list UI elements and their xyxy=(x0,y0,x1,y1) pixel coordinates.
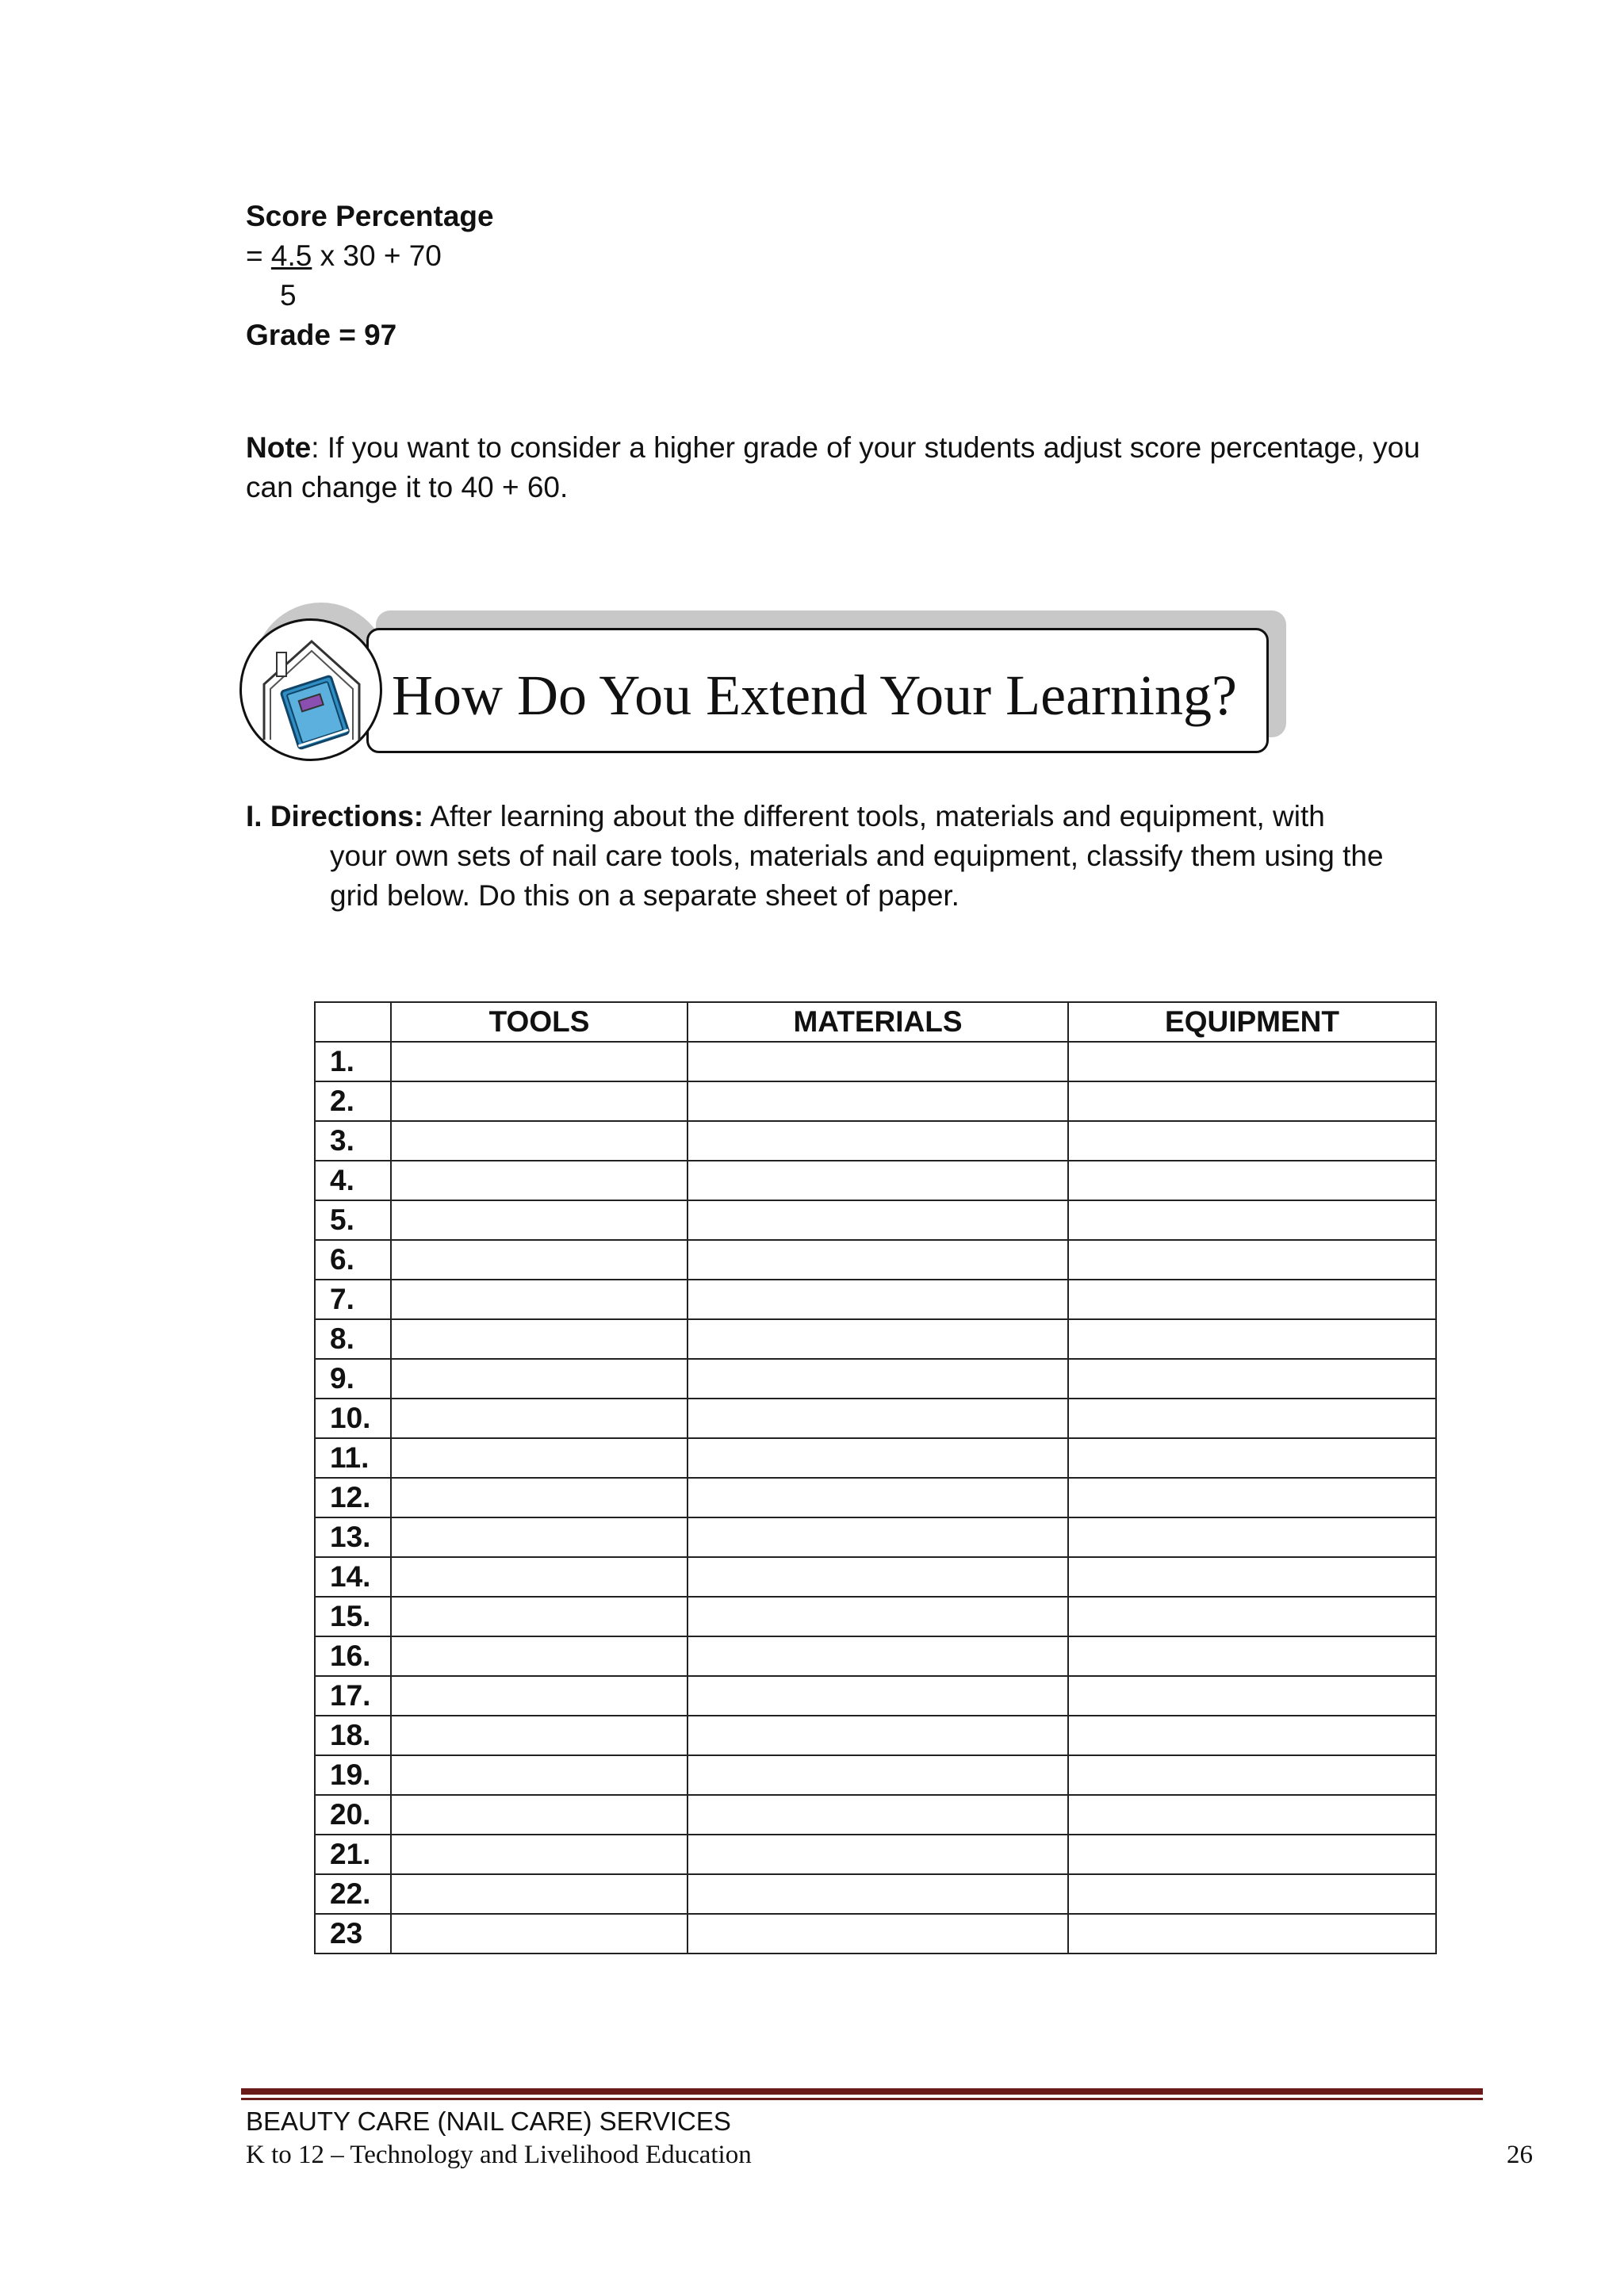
grid-row-number: 22. xyxy=(315,1874,391,1914)
grid-cell-tools xyxy=(391,1835,688,1874)
grid-cell-materials xyxy=(688,1636,1068,1676)
formula-prefix: = xyxy=(246,239,271,272)
grid-cell-equipment xyxy=(1068,1874,1436,1914)
grid-cell-materials xyxy=(688,1280,1068,1319)
grid-cell-materials xyxy=(688,1240,1068,1280)
page-number: 26 xyxy=(1507,2141,1533,2169)
directions-rest: your own sets of nail care tools, materials and equipment, classify them using the grid below. Do this on a separate sheet of paper. xyxy=(330,840,1384,912)
grid-cell-materials xyxy=(688,1081,1068,1121)
grid-cell-materials xyxy=(688,1557,1068,1597)
grid-cell-equipment xyxy=(1068,1478,1436,1517)
grid-cell-equipment xyxy=(1068,1121,1436,1161)
grid-cell-materials xyxy=(688,1200,1068,1240)
grid-row xyxy=(315,1438,1436,1478)
grid-cell-equipment xyxy=(1068,1399,1436,1438)
grid-cell-tools xyxy=(391,1716,688,1755)
grid-cell-equipment xyxy=(1068,1081,1436,1121)
grid-cell-tools xyxy=(391,1359,688,1399)
grid-cell-equipment xyxy=(1068,1755,1436,1795)
directions-label: I. Directions: xyxy=(246,800,424,832)
grid-row-number: 16. xyxy=(315,1636,391,1676)
note-label: Note xyxy=(246,431,312,464)
grid-row xyxy=(315,1636,1436,1676)
grid-cell-equipment xyxy=(1068,1280,1436,1319)
grid-row xyxy=(315,1042,1436,1081)
grid-cell-materials xyxy=(688,1517,1068,1557)
grid-cell-tools xyxy=(391,1478,688,1517)
grid-row-number: 7. xyxy=(315,1280,391,1319)
grid-cell-equipment xyxy=(1068,1636,1436,1676)
grid-cell-tools xyxy=(391,1280,688,1319)
grid-cell-tools xyxy=(391,1874,688,1914)
grid-row-number: 23 xyxy=(315,1914,391,1954)
grid-cell-materials xyxy=(688,1478,1068,1517)
grid-cell-tools xyxy=(391,1597,688,1636)
grid-header-equipment: EQUIPMENT xyxy=(1068,1002,1436,1042)
grid-row-number: 3. xyxy=(315,1121,391,1161)
grid-row xyxy=(315,1597,1436,1636)
score-block xyxy=(246,197,494,355)
grid-cell-materials xyxy=(688,1438,1068,1478)
grid-cell-tools xyxy=(391,1795,688,1835)
grid-cell-materials xyxy=(688,1597,1068,1636)
grid-row-number: 11. xyxy=(315,1438,391,1478)
grid-cell-materials xyxy=(688,1676,1068,1716)
score-heading: Score Percentage xyxy=(246,200,494,232)
house-book-icon xyxy=(239,618,382,761)
note-text: : If you want to consider a higher grade of your students adjust score percentage, you can change it to 40 + 60. xyxy=(246,431,1420,503)
grid-row-number: 17. xyxy=(315,1676,391,1716)
grid-row xyxy=(315,1835,1436,1874)
house-book-icon-graphic xyxy=(242,621,380,759)
grid-cell-tools xyxy=(391,1438,688,1478)
grid-cell-equipment xyxy=(1068,1676,1436,1716)
grid-cell-tools xyxy=(391,1914,688,1954)
grid-row xyxy=(315,1081,1436,1121)
grid-row xyxy=(315,1280,1436,1319)
footer-subtitle: K to 12 – Technology and Livelihood Education xyxy=(246,2141,752,2169)
grid-cell-tools xyxy=(391,1319,688,1359)
grid-cell-tools xyxy=(391,1676,688,1716)
grid-cell-materials xyxy=(688,1399,1068,1438)
grid-cell-equipment xyxy=(1068,1161,1436,1200)
footer-title: BEAUTY CARE (NAIL CARE) SERVICES xyxy=(246,2107,731,2136)
classification-grid xyxy=(314,1001,1437,1954)
grid-row-number: 18. xyxy=(315,1716,391,1755)
footer-rule-thick xyxy=(241,2088,1483,2095)
formula-numerator: 4.5 xyxy=(270,239,312,272)
grid-header-row xyxy=(315,1002,1436,1042)
grid-cell-materials xyxy=(688,1161,1068,1200)
grid-row xyxy=(315,1914,1436,1954)
grid-cell-tools xyxy=(391,1240,688,1280)
grid-row xyxy=(315,1121,1436,1161)
grid-row xyxy=(315,1716,1436,1755)
grid-row xyxy=(315,1795,1436,1835)
grid-header-materials: MATERIALS xyxy=(688,1002,1068,1042)
grid-row xyxy=(315,1240,1436,1280)
grid-cell-tools xyxy=(391,1121,688,1161)
grid-cell-materials xyxy=(688,1121,1068,1161)
grid-row xyxy=(315,1161,1436,1200)
grid-row xyxy=(315,1755,1436,1795)
formula-rest: x 30 + 70 xyxy=(312,239,442,272)
grid-cell-tools xyxy=(391,1081,688,1121)
grid-cell-materials xyxy=(688,1042,1068,1081)
grid-cell-tools xyxy=(391,1557,688,1597)
grid-cell-materials xyxy=(688,1359,1068,1399)
grid-row-number: 8. xyxy=(315,1319,391,1359)
grid-header-tools: TOOLS xyxy=(391,1002,688,1042)
grid-row-number: 9. xyxy=(315,1359,391,1399)
grid-row-number: 5. xyxy=(315,1200,391,1240)
grid-row-number: 1. xyxy=(315,1042,391,1081)
grid-row-number: 20. xyxy=(315,1795,391,1835)
grid-row-number: 6. xyxy=(315,1240,391,1280)
grid-cell-equipment xyxy=(1068,1359,1436,1399)
grid-row-number: 2. xyxy=(315,1081,391,1121)
grid-cell-equipment xyxy=(1068,1240,1436,1280)
grid-row-number: 15. xyxy=(315,1597,391,1636)
score-formula xyxy=(246,236,494,276)
directions-first-line xyxy=(246,797,1483,836)
grid-cell-materials xyxy=(688,1914,1068,1954)
footer-rule-thin xyxy=(241,2098,1483,2100)
grid-cell-materials xyxy=(688,1755,1068,1795)
grid-cell-equipment xyxy=(1068,1835,1436,1874)
grid-cell-equipment xyxy=(1068,1517,1436,1557)
grid-row xyxy=(315,1319,1436,1359)
directions-paragraph xyxy=(246,797,1483,916)
grid-cell-equipment xyxy=(1068,1716,1436,1755)
grid-cell-equipment xyxy=(1068,1042,1436,1081)
grid-cell-equipment xyxy=(1068,1557,1436,1597)
grid-row-number: 4. xyxy=(315,1161,391,1200)
grade-line: Grade = 97 xyxy=(246,319,397,351)
grid-row xyxy=(315,1557,1436,1597)
grid-cell-tools xyxy=(391,1755,688,1795)
grid-cell-equipment xyxy=(1068,1914,1436,1954)
directions-line1: After learning about the different tools, materials and equipment, with xyxy=(423,800,1325,832)
grid-cell-materials xyxy=(688,1319,1068,1359)
grid-cell-tools xyxy=(391,1399,688,1438)
grid-cell-tools xyxy=(391,1042,688,1081)
section-title: How Do You Extend Your Learning? xyxy=(392,664,1237,727)
grid-row-number: 12. xyxy=(315,1478,391,1517)
grid-row xyxy=(315,1200,1436,1240)
grid-header-number xyxy=(315,1002,391,1042)
note-paragraph xyxy=(246,428,1459,507)
grid-row xyxy=(315,1399,1436,1438)
grid-cell-tools xyxy=(391,1517,688,1557)
grid-row-number: 14. xyxy=(315,1557,391,1597)
grid-row-number: 13. xyxy=(315,1517,391,1557)
grid-row-number: 19. xyxy=(315,1755,391,1795)
grid-cell-materials xyxy=(688,1716,1068,1755)
grid-cell-equipment xyxy=(1068,1319,1436,1359)
grid-cell-tools xyxy=(391,1200,688,1240)
grid-row xyxy=(315,1517,1436,1557)
grid-row xyxy=(315,1478,1436,1517)
grid-cell-equipment xyxy=(1068,1438,1436,1478)
grid-cell-equipment xyxy=(1068,1200,1436,1240)
grid-cell-tools xyxy=(391,1161,688,1200)
grid-cell-equipment xyxy=(1068,1597,1436,1636)
grid-row-number: 10. xyxy=(315,1399,391,1438)
grid-cell-equipment xyxy=(1068,1795,1436,1835)
grid-cell-tools xyxy=(391,1636,688,1676)
grid-cell-materials xyxy=(688,1835,1068,1874)
grid-row xyxy=(315,1874,1436,1914)
grid-row xyxy=(315,1359,1436,1399)
grid-row xyxy=(315,1676,1436,1716)
formula-denominator: 5 xyxy=(280,279,297,312)
grid-cell-materials xyxy=(688,1795,1068,1835)
grid-cell-materials xyxy=(688,1874,1068,1914)
grid-row-number: 21. xyxy=(315,1835,391,1874)
